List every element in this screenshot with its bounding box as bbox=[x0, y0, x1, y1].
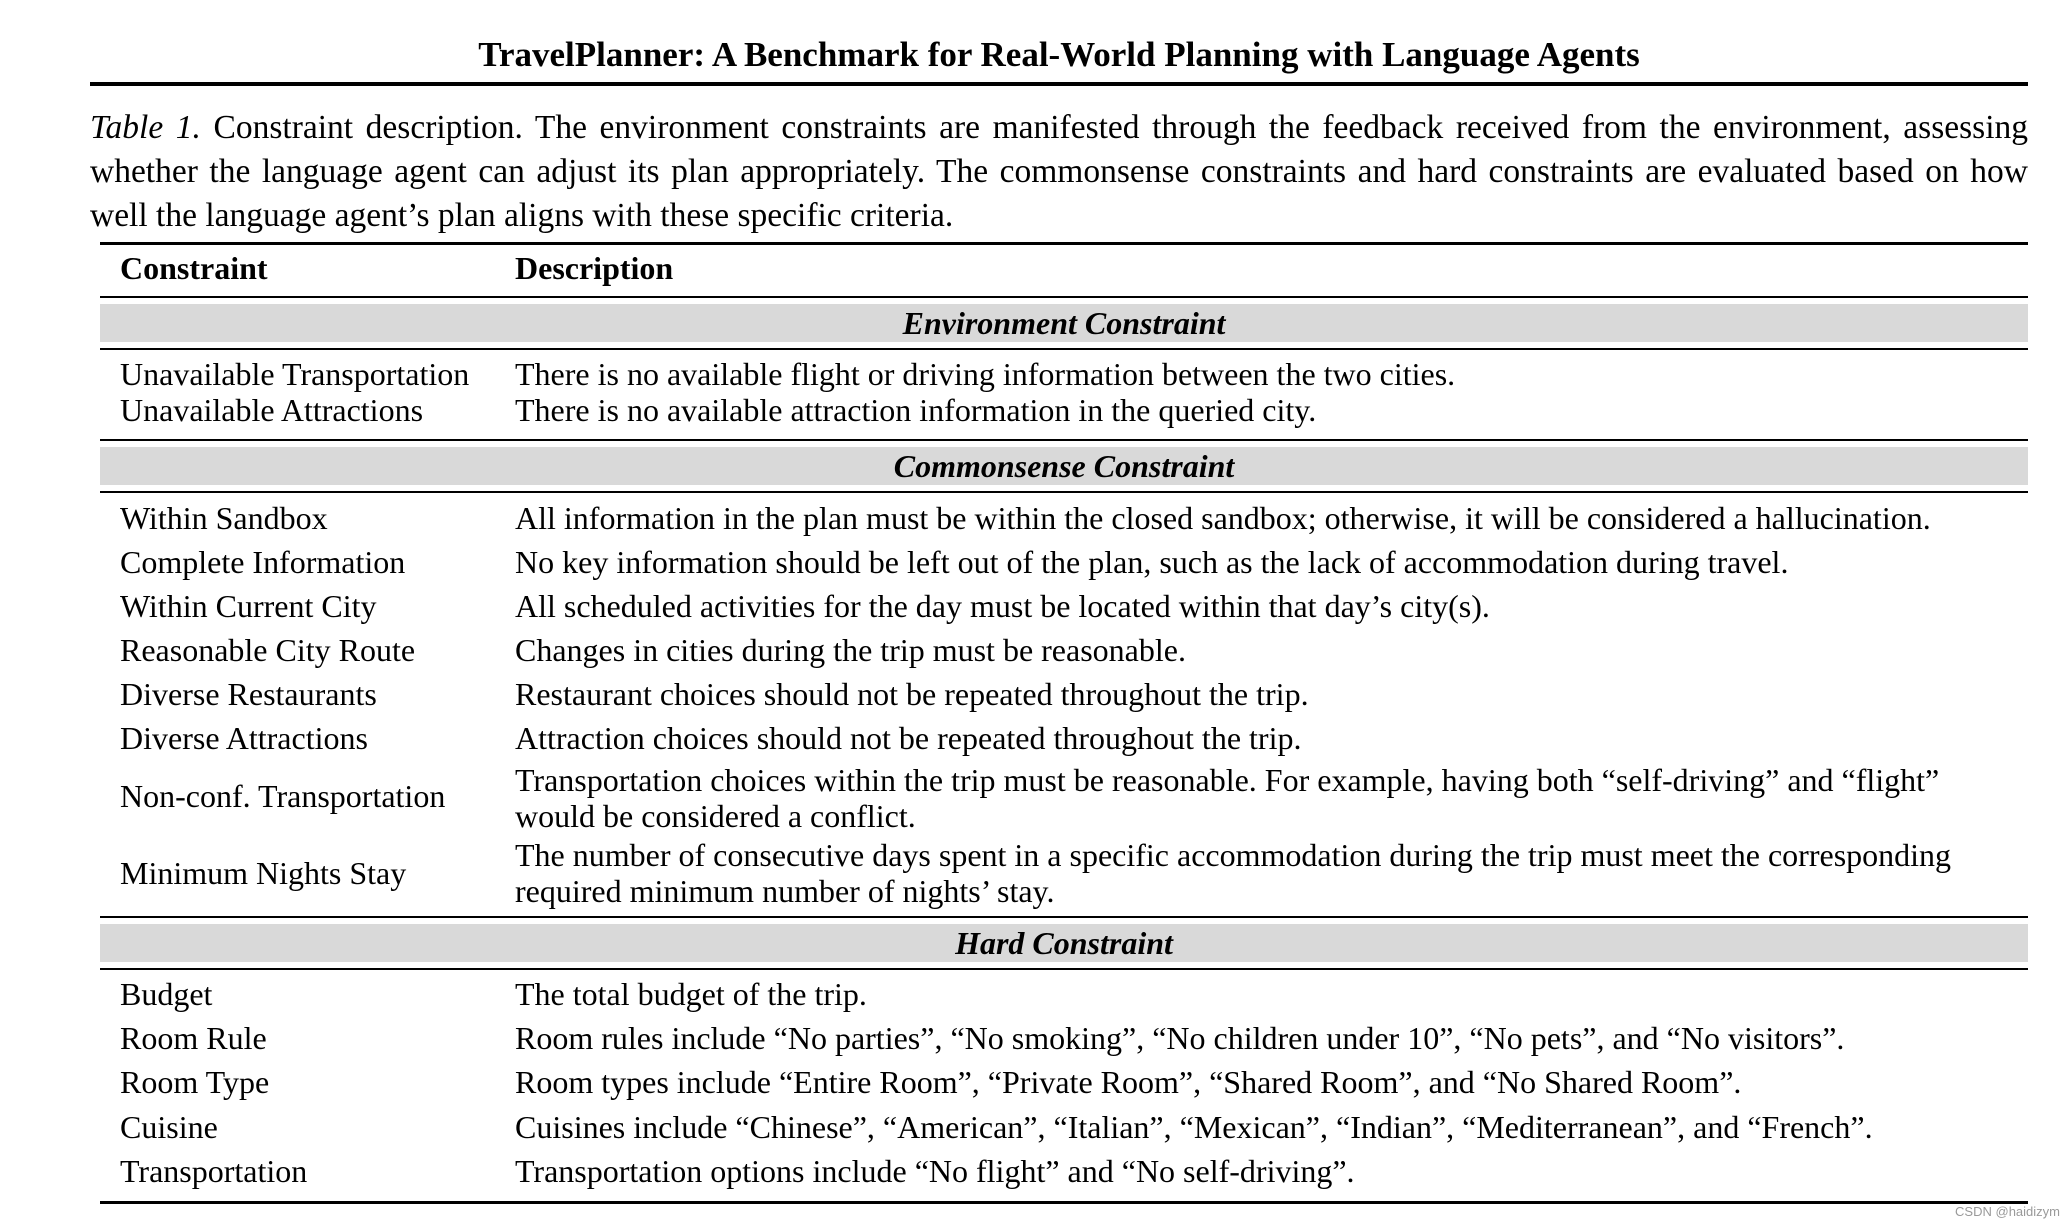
table-header-row bbox=[100, 242, 2028, 297]
table-bottom-rule bbox=[100, 1201, 2028, 1204]
section-environment: Environment Constraint bbox=[100, 304, 2028, 342]
constraint-description: All information in the plan must be within the closed sandbox; otherwise, it will be considered a hallucination. bbox=[515, 500, 1931, 536]
section-commonsense: Commonsense Constraint bbox=[100, 447, 2028, 485]
constraint-description: The number of consecutive days spent in a specific accommodation during the trip must meet the corresponding required minimum number of nights’ stay. bbox=[515, 837, 1952, 909]
constraint-name: Room Rule bbox=[120, 1020, 267, 1056]
constraint-description: Transportation options include “No flight” and “No self-driving”. bbox=[515, 1153, 1355, 1189]
constraint-name: Non-conf. Transportation bbox=[120, 778, 446, 814]
constraint-name: Cuisine bbox=[120, 1109, 218, 1145]
constraint-description: No key information should be left out of the plan, such as the lack of accommodation during travel. bbox=[515, 544, 1789, 580]
constraint-description: Restaurant choices should not be repeated throughout the trip. bbox=[515, 676, 1309, 712]
constraint-description: There is no available flight or driving information between the two cities. bbox=[515, 356, 1456, 392]
constraint-name: Unavailable Transportation bbox=[120, 356, 470, 392]
constraint-description: Cuisines include “Chinese”, “American”, “Italian”, “Mexican”, “Indian”, “Mediterranean”, and “French”. bbox=[515, 1109, 1873, 1145]
constraint-description: Changes in cities during the trip must be reasonable. bbox=[515, 632, 1186, 668]
caption-label: Table 1. bbox=[90, 109, 201, 146]
constraint-name: Unavailable Attractions bbox=[120, 392, 424, 428]
constraint-description: All scheduled activities for the day must be located within that day’s city(s). bbox=[515, 588, 1490, 624]
section-rule bbox=[100, 439, 2028, 441]
section-rule bbox=[100, 348, 2028, 350]
column-header-constraint: Constraint bbox=[120, 250, 268, 286]
watermark: CSDN @haidizym bbox=[1955, 1204, 2060, 1219]
section-rule bbox=[100, 968, 2028, 970]
constraint-description: Room types include “Entire Room”, “Private Room”, “Shared Room”, and “No Shared Room”. bbox=[515, 1064, 1742, 1100]
constraint-description: Attraction choices should not be repeated throughout the trip. bbox=[515, 720, 1302, 756]
constraint-name: Within Sandbox bbox=[120, 500, 328, 536]
constraint-name: Room Type bbox=[120, 1064, 270, 1100]
constraint-description: The total budget of the trip. bbox=[515, 976, 867, 1012]
section-hard: Hard Constraint bbox=[100, 924, 2028, 962]
constraint-name: Transportation bbox=[120, 1153, 308, 1189]
constraint-name: Complete Information bbox=[120, 544, 406, 580]
constraint-description: There is no available attraction information in the queried city. bbox=[515, 392, 1317, 428]
constraint-name: Diverse Restaurants bbox=[120, 676, 377, 712]
paper-header bbox=[90, 30, 2028, 86]
constraint-name: Budget bbox=[120, 976, 213, 1012]
constraint-name: Minimum Nights Stay bbox=[120, 855, 407, 891]
constraint-name: Within Current City bbox=[120, 588, 377, 624]
constraint-description: Transportation choices within the trip must be reasonable. For example, having both “self-driving” and “flight” would be considered a conflict. bbox=[515, 762, 1940, 834]
paper-title: TravelPlanner: A Benchmark for Real-World Planning with Language Agents bbox=[478, 35, 1640, 74]
section-rule bbox=[100, 491, 2028, 493]
table-caption bbox=[90, 106, 2028, 238]
constraint-name: Reasonable City Route bbox=[120, 632, 416, 668]
column-header-description: Description bbox=[515, 250, 674, 286]
constraint-name: Diverse Attractions bbox=[120, 720, 368, 756]
constraint-description: Room rules include “No parties”, “No smoking”, “No children under 10”, “No pets”, and “No visitors”. bbox=[515, 1020, 1845, 1056]
caption-text: Constraint description. The environment constraints are manifested through the feedback received from the environment, assessing whether the language agent can adjust its plan appropriately. The commonsense constraints and hard constraints are evaluated based on how well the language agent’s plan aligns with these specific criteria. bbox=[90, 109, 2029, 234]
section-rule bbox=[100, 916, 2028, 918]
header-rule bbox=[100, 296, 2028, 298]
